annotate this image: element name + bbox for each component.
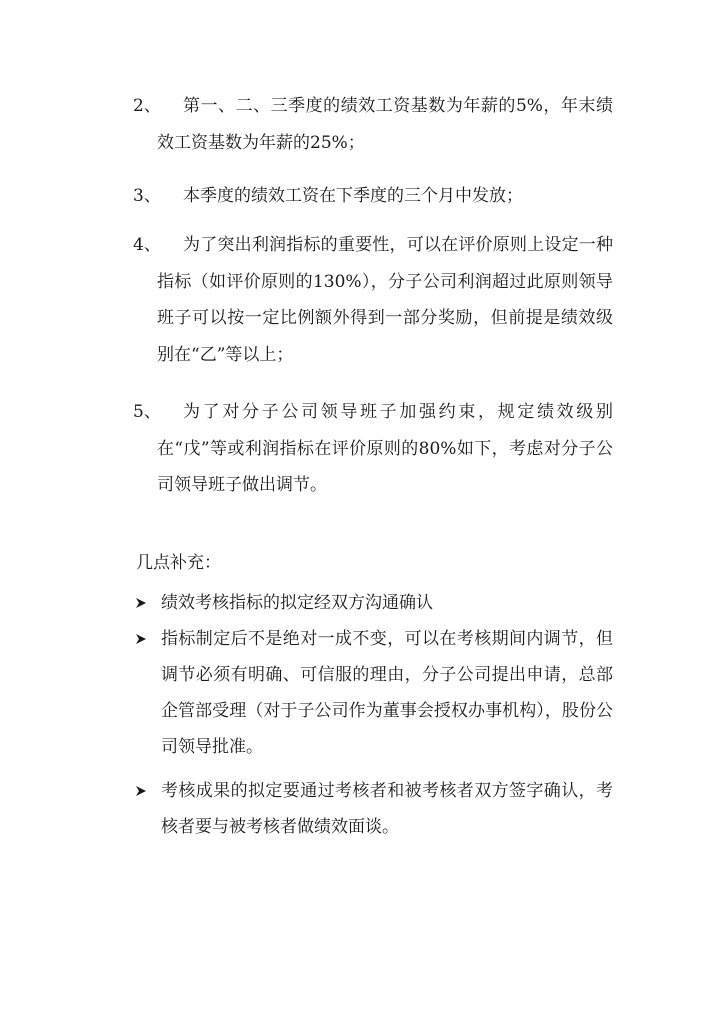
list-item-3 <box>133 178 613 215</box>
item-text: 本季度的绩效工资在下季度的三个月中发放； <box>183 186 523 206</box>
supplement-heading: 几点补充： <box>136 553 221 573</box>
item-text: 为了突出利润指标的重要性，可以在评价原则上设定一种指标（如评价原则的130%），分子公司利润超过此原则领导班子可以按一定比例额外得到一部分奖励，但前提是绩效级别在“乙”等以上； <box>157 235 613 365</box>
bullet-text: 指标制定后不是绝对一成不变，可以在考核期间内调节，但调节必须有明确、可信服的理由，分子公司提出申请，总部企管部受理（对于子公司作为董事会授权办事机构），股份公司领导批准。 <box>161 629 613 757</box>
item-number: 5、 <box>133 402 161 422</box>
bullet-text: 绩效考核指标的拟定经双方沟通确认 <box>161 593 433 613</box>
item-number: 3、 <box>133 186 161 206</box>
arrow-bullet-icon <box>133 585 149 621</box>
bullet-item-1 <box>133 585 613 621</box>
item-number: 4、 <box>133 235 161 255</box>
arrow-bullet-icon <box>133 621 149 657</box>
bullet-item-2 <box>133 621 613 765</box>
item-number: 2、 <box>133 96 161 116</box>
item-text: 为了对分子公司领导班子加强约束，规定绩效级别在“戊”等或利润指标在评价原则的80%如下，考虑对分子公司领导班子做出调节。 <box>157 402 613 495</box>
arrow-bullet-icon <box>133 773 149 809</box>
list-item-5 <box>133 394 613 504</box>
list-item-2 <box>133 88 613 161</box>
list-item-4 <box>133 227 613 373</box>
bullet-text: 考核成果的拟定要通过考核者和被考核者双方签字确认，考核者要与被考核者做绩效面谈。 <box>161 781 613 837</box>
item-text: 第一、二、三季度的绩效工资基数为年薪的5%，年末绩效工资基数为年薪的25%； <box>157 96 613 153</box>
bullet-item-3 <box>133 773 613 845</box>
